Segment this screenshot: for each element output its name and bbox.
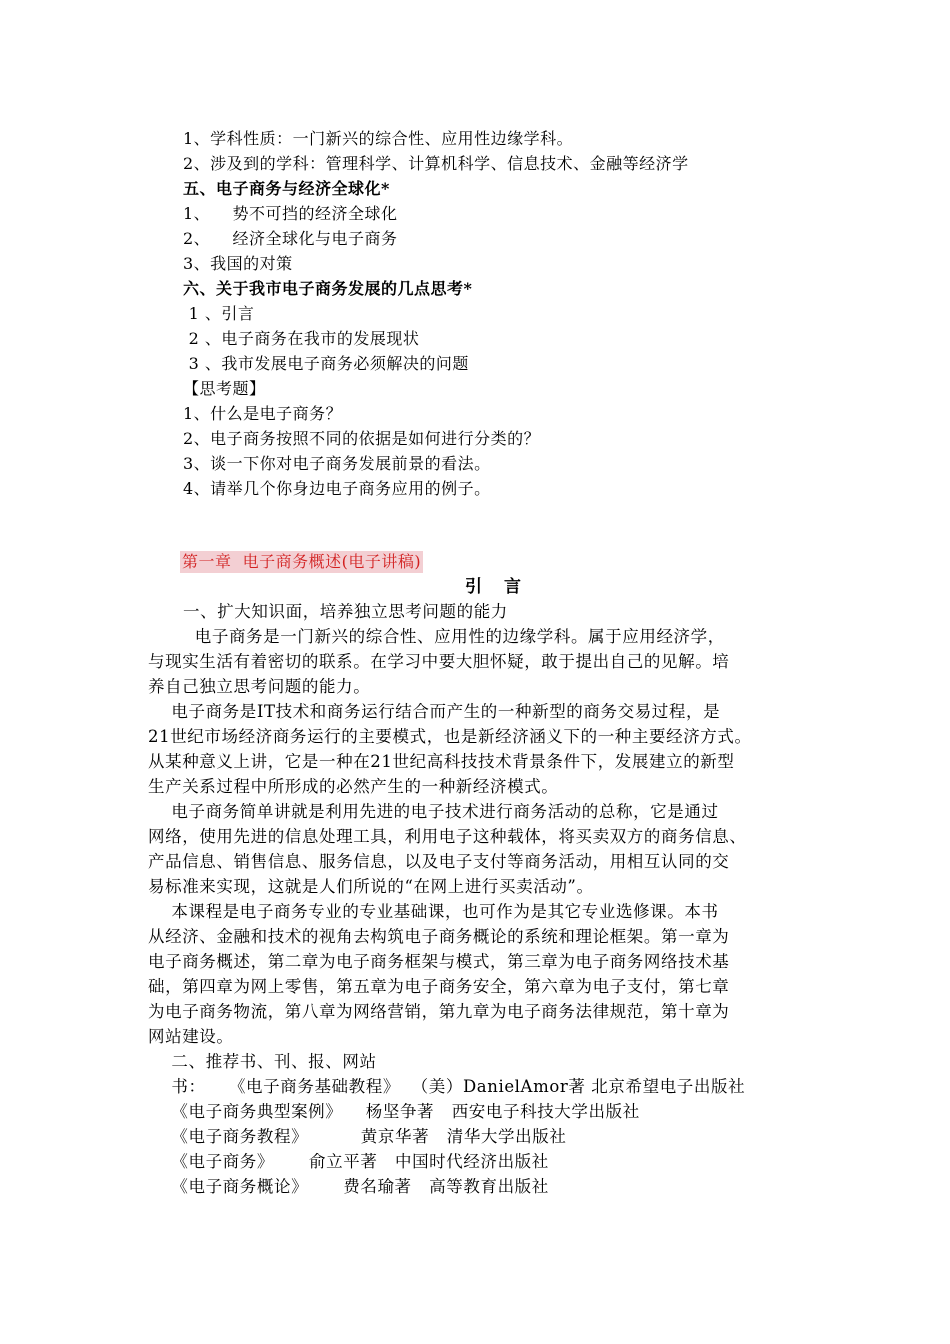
- section-5-title: 五、电子商务与经济全球化*: [183, 179, 390, 198]
- para4-line-5: 为电子商务物流，第八章为网络营销，第九章为电子商务法律规范，第十章为: [148, 1002, 730, 1021]
- section-6-item-3: 3 、我市发展电子商务必须解决的问题: [183, 354, 469, 373]
- para4-line-1: 本课程是电子商务专业的专业基础课，也可作为是其它专业选修课。本书: [148, 902, 719, 921]
- para1-line-1: 电子商务是一门新兴的综合性、应用性的边缘学科。属于应用经济学，: [148, 627, 725, 646]
- para4-line-2: 从经济、金融和技术的视角去构筑电子商务概论的系统和理论框架。第一章为: [148, 927, 730, 946]
- para2-line-2: 21世纪市场经济商务运行的主要模式，也是新经济涵义下的一种主要经济方式。: [148, 727, 752, 746]
- para2-line-1: 电子商务是IT技术和商务运行结合而产生的一种新型的商务交易过程，是: [148, 702, 721, 721]
- book-2: 《电子商务典型案例》 杨坚争著 西安电子科技大学出版社: [148, 1102, 640, 1121]
- para3-line-4: 易标准来实现，这就是人们所说的“在网上进行买卖活动”。: [148, 877, 594, 896]
- para3-line-1: 电子商务简单讲就是利用先进的电子技术进行商务活动的总称，它是通过: [148, 802, 719, 821]
- para2-line-4: 生产关系过程中所形成的必然产生的一种新经济模式。: [148, 777, 559, 796]
- question-4: 4、请举几个你身边电子商务应用的例子。: [183, 479, 491, 498]
- subsection-1-title: 一、扩大知识面，培养独立思考问题的能力: [183, 602, 508, 621]
- para3-line-2: 网络，使用先进的信息处理工具，利用电子这种载体，将买卖双方的商务信息、: [148, 827, 747, 846]
- section-5-item-2: 2、 经济全球化与电子商务: [183, 229, 398, 248]
- book-1: 书： 《电子商务基础教程》 （美）DanielAmor著 北京希望电子出版社: [148, 1077, 746, 1096]
- para4-line-3: 电子商务概述，第二章为电子商务框架与模式，第三章为电子商务网络技术基: [148, 952, 730, 971]
- para4-line-4: 础，第四章为网上零售，第五章为电子商务安全，第六章为电子支付，第七章: [148, 977, 730, 996]
- book-5: 《电子商务概论》 费名瑜著 高等教育出版社: [148, 1177, 549, 1196]
- outline-item-1: 1、学科性质：一门新兴的综合性、应用性边缘学科。: [183, 129, 574, 148]
- book-4: 《电子商务》 俞立平著 中国时代经济出版社: [148, 1152, 549, 1171]
- book-3: 《电子商务教程》 黄京华著 清华大学出版社: [148, 1127, 567, 1146]
- para4-line-6: 网站建设。: [148, 1027, 234, 1046]
- intro-title: 引言: [465, 577, 543, 597]
- para2-line-3: 从某种意义上讲，它是一种在21世纪高科技技术背景条件下，发展建立的新型: [148, 752, 735, 771]
- section-6-item-2: 2 、电子商务在我市的发展现状: [183, 329, 420, 348]
- question-3: 3、谈一下你对电子商务发展前景的看法。: [183, 454, 491, 473]
- para1-line-2: 与现实生活有着密切的联系。在学习中要大胆怀疑，敢于提出自己的见解。培: [148, 652, 730, 671]
- subsection-2-title: 二、推荐书、刊、报、网站: [148, 1052, 377, 1071]
- section-5-item-1: 1、 势不可挡的经济全球化: [183, 204, 398, 223]
- section-6-title: 六、关于我市电子商务发展的几点思考*: [183, 279, 473, 298]
- para1-line-3: 养自己独立思考问题的能力。: [148, 677, 371, 696]
- section-5-item-3: 3、我国的对策: [183, 254, 293, 273]
- question-1: 1、什么是电子商务？: [183, 404, 343, 423]
- section-6-item-1: 1 、引言: [183, 304, 255, 323]
- question-2: 2、电子商务按照不同的依据是如何进行分类的？: [183, 429, 541, 448]
- outline-item-2: 2、涉及到的学科：管理科学、计算机科学、信息技术、金融等经济学: [183, 154, 689, 173]
- questions-title: 【思考题】: [183, 379, 266, 398]
- para3-line-3: 产品信息、销售信息、服务信息，以及电子支付等商务活动，用相互认同的交: [148, 852, 730, 871]
- chapter-heading: 第一章 电子商务概述(电子讲稿): [182, 552, 422, 571]
